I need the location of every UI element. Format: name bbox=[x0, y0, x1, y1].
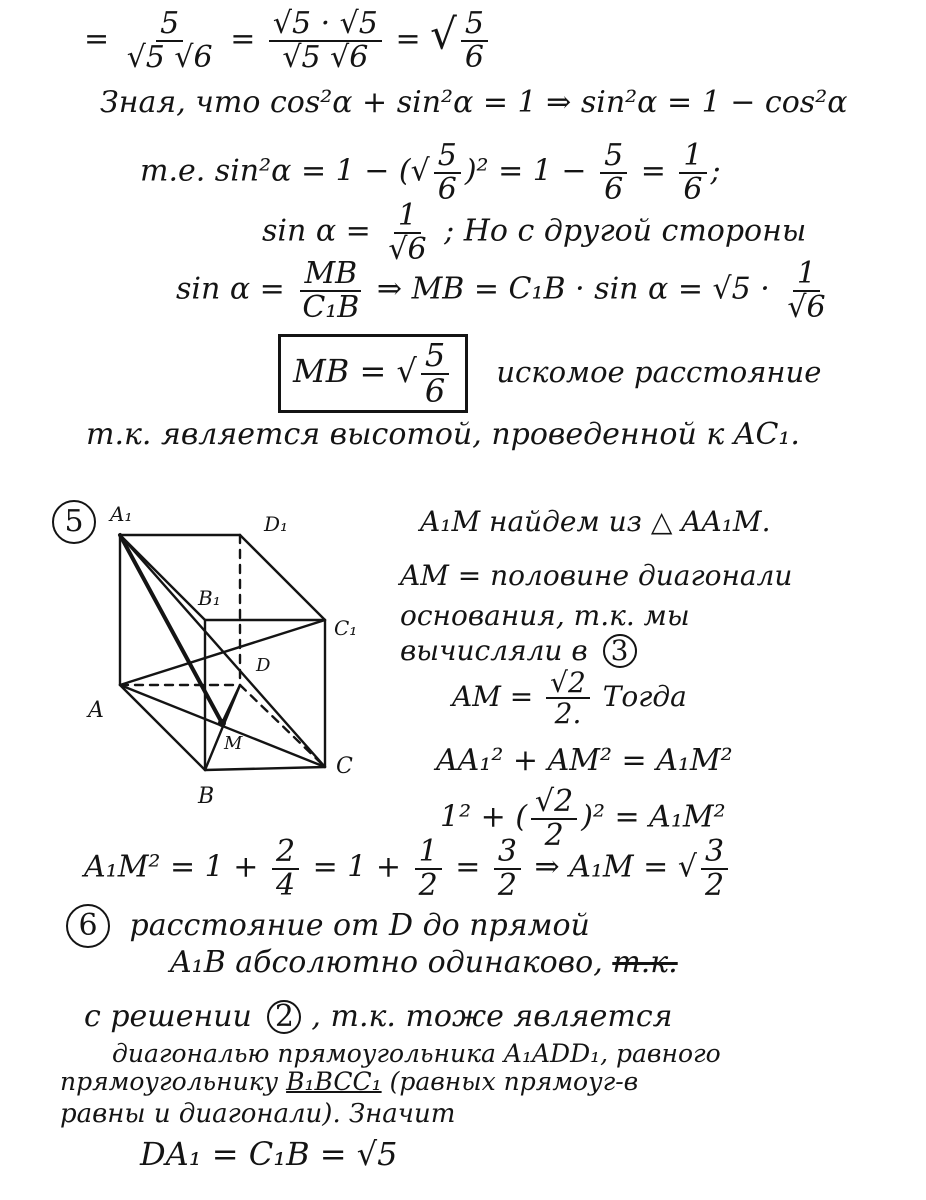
line-8-text: A₁M найдем из △ AA₁M. bbox=[420, 505, 771, 538]
fraction: $\frac{5}{6}$ bbox=[434, 140, 461, 205]
diagonal-c1-a bbox=[120, 620, 325, 685]
line-17: A₁B абсолютно одинаково, т.к. bbox=[170, 945, 678, 980]
problem-number-circle: 6 bbox=[66, 904, 110, 948]
line-21: равны и диагонали). Значит bbox=[60, 1099, 456, 1129]
line-16: 6 расстояние от D до прямой bbox=[66, 904, 590, 948]
label-d: D bbox=[256, 655, 271, 676]
fraction: $\frac{5}{√5 √6}$ bbox=[126, 6, 213, 75]
line-13: AA₁² + AM² = A₁M² bbox=[436, 743, 733, 778]
line-18: с решении 2 , т.к. тоже является bbox=[84, 999, 673, 1034]
edge-b-c bbox=[205, 767, 325, 770]
line-22: DA₁ = C₁B = √5 bbox=[140, 1135, 398, 1173]
edge-d-c bbox=[240, 685, 325, 767]
fraction: $\frac{1}{√6}$ bbox=[388, 198, 427, 267]
edge-d1-c1 bbox=[240, 535, 325, 620]
label-d1: D₁ bbox=[264, 512, 289, 536]
answer-box: MB = √ $\frac{5}{6}$ bbox=[278, 334, 468, 413]
fraction: $\frac{5}{6}$ bbox=[600, 140, 627, 205]
line-15: A₁M² = 1 + $\frac{2}{4}$ = 1 + $\frac{1}{2}$ = $\frac{3}{2}$ ⇒ A₁M = √ $\frac{3}{2}$ bbox=[84, 836, 732, 901]
fraction: $\frac{√5 \cdot √5}{√5 √6}$ bbox=[269, 8, 382, 73]
line-5: sin α = $\frac{MB}{\text{C₁B}}$ ⇒ MB = C₁B · sin α = √5 · $\frac{1}{√6}$ bbox=[176, 258, 834, 323]
label-m: M bbox=[224, 733, 243, 754]
line-10: основания, т.к. мы bbox=[400, 599, 690, 632]
line-3: т.е. sin²α = 1 − (√ $\frac{5}{6}$ )² = 1 − $\frac{5}{6}$ = $\frac{1}{6}$ ; bbox=[140, 138, 721, 207]
fraction: $\frac{3}{2}$ bbox=[701, 836, 728, 901]
problem-number-circle: 5 bbox=[52, 500, 96, 544]
line-19: диагональю прямоугольника A₁ADD₁, равного bbox=[112, 1039, 721, 1068]
line-20: прямоугольнику B₁BCC₁ (равных прямоуг-в bbox=[60, 1067, 639, 1096]
segment-a1-m bbox=[120, 535, 222, 723]
cube-diagram bbox=[80, 495, 380, 815]
line-11: вычисляли в 3 bbox=[400, 634, 647, 668]
label-b: B bbox=[198, 784, 215, 809]
line-9: AM = половине диагонали bbox=[400, 559, 793, 592]
label-b1: B₁ bbox=[198, 586, 221, 610]
fraction: $\frac{2}{4}$ bbox=[272, 836, 299, 901]
line-4: sin α = $\frac{1}{√6}$ ; Но с другой стороны bbox=[262, 198, 807, 267]
fraction: $\frac{1}{2}$ bbox=[415, 836, 442, 901]
fraction: $\frac{1}{√6}$ bbox=[787, 256, 826, 325]
diagonal-a1-c bbox=[120, 535, 325, 767]
line-1: = $\frac{5}{√5 √6}$ = $\frac{√5 \cdot √5}{√5 √6}$ = √ $\frac{5}{6}$ bbox=[84, 8, 492, 73]
point-m bbox=[218, 719, 226, 727]
fraction: $\frac{5}{6}$ bbox=[421, 339, 449, 408]
label-a1: A₁ bbox=[110, 502, 133, 526]
reference-circle: 2 bbox=[267, 1000, 301, 1034]
line-2: Зная, что cos²α + sin²α = 1 ⇒ sin²α = 1 − cos²α bbox=[100, 85, 848, 120]
label-a: A bbox=[88, 698, 104, 723]
fraction: $\frac{MB}{\text{C₁B}}$ bbox=[302, 256, 360, 325]
reference-circle: 3 bbox=[603, 634, 637, 668]
fraction: $\frac{5}{6}$ bbox=[461, 8, 488, 73]
line-6: MB = √ $\frac{5}{6}$ искомое расстояние bbox=[278, 334, 821, 413]
fraction: $\frac{1}{6}$ bbox=[679, 140, 706, 205]
edge-a-b bbox=[120, 685, 205, 770]
label-c: C bbox=[336, 754, 353, 779]
fraction: $\frac{√2}{2.}$ bbox=[546, 668, 590, 729]
fraction: $\frac{3}{2}$ bbox=[494, 836, 521, 901]
segment-m-c1 bbox=[222, 685, 240, 723]
line-14: 1² + ( $\frac{√2}{2}$ )² = A₁M² bbox=[440, 784, 726, 853]
label-c1: C₁ bbox=[334, 616, 358, 640]
line-7: т.к. является высотой, проведенной к AC₁. bbox=[86, 417, 800, 452]
line-12: AM = $\frac{√2}{2.}$ Тогда bbox=[452, 666, 687, 731]
fraction: $\frac{√2}{2}$ bbox=[531, 786, 577, 851]
